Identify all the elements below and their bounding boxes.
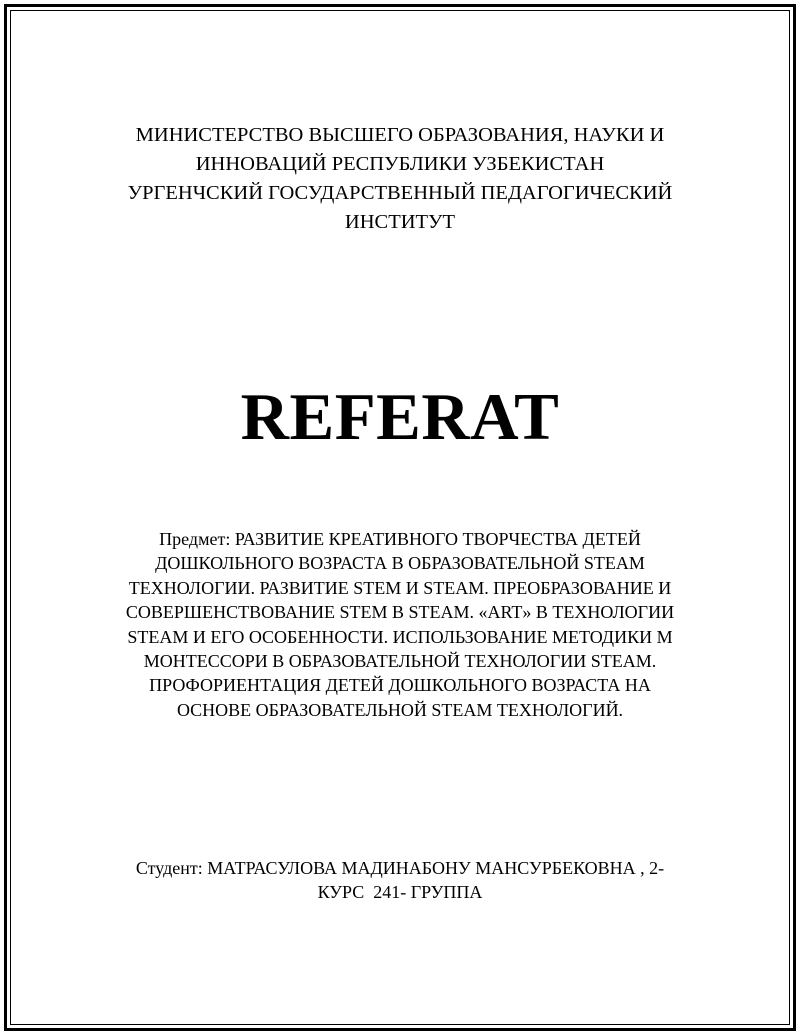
institution-header-line: УРГЕНЧСКИЙ ГОСУДАРСТВЕННЫЙ ПЕДАГОГИЧЕСКИЙ — [127, 182, 673, 204]
institution-header-line: ИНСТИТУТ — [344, 211, 456, 233]
subject-line: ОСНОВЕ ОБРАЗОВАТЕЛЬНОЙ STEAM ТЕХНОЛОГИЙ. — [176, 699, 624, 720]
subject-line: ТЕХНОЛОГИИ. РАЗВИТИЕ STEM И STEAM. ПРЕОБРАЗОВАНИЕ И — [128, 577, 672, 598]
subject-line: STEAM И ЕГО ОСОБЕННОСТИ. ИСПОЛЬЗОВАНИЕ МЕТОДИКИ М — [127, 626, 673, 647]
student-line: КУРС 241- ГРУППА — [317, 882, 483, 903]
subject-line: СОВЕРШЕНСТВОВАНИЕ STEM В STEAM. «ART» В ТЕХНОЛОГИИ — [125, 602, 675, 623]
document-title: REFERAT — [240, 380, 560, 454]
subject-line: Предмет: РАЗВИТИЕ КРЕАТИВНОГО ТВОРЧЕСТВА ДЕТЕЙ — [159, 529, 641, 549]
subject-line: ДОШКОЛЬНОГО ВОЗРАСТА В ОБРАЗОВАТЕЛЬНОЙ STEAM — [155, 553, 645, 574]
institution-header-line: ИННОВАЦИЙ РЕСПУБЛИКИ УЗБЕКИСТАН — [195, 153, 605, 175]
subject-line: МОНТЕССОРИ В ОБРАЗОВАТЕЛЬНОЙ ТЕХНОЛОГИИ STEAM. — [143, 651, 657, 672]
institution-header — [110, 121, 690, 237]
subject-paragraph — [110, 527, 690, 722]
institution-header-line: МИНИСТЕРСТВО ВЫСШЕГО ОБРАЗОВАНИЯ, НАУКИ И — [135, 124, 665, 146]
subject-line: ПРОФОРИЕНТАЦИЯ ДЕТЕЙ ДОШКОЛЬНОГО ВОЗРАСТА НА — [149, 675, 651, 696]
student-line: Студент: МАТРАСУЛОВА МАДИНАБОНУ МАНСУРБЕКОВНА , 2- — [135, 858, 665, 878]
student-info — [110, 856, 690, 905]
